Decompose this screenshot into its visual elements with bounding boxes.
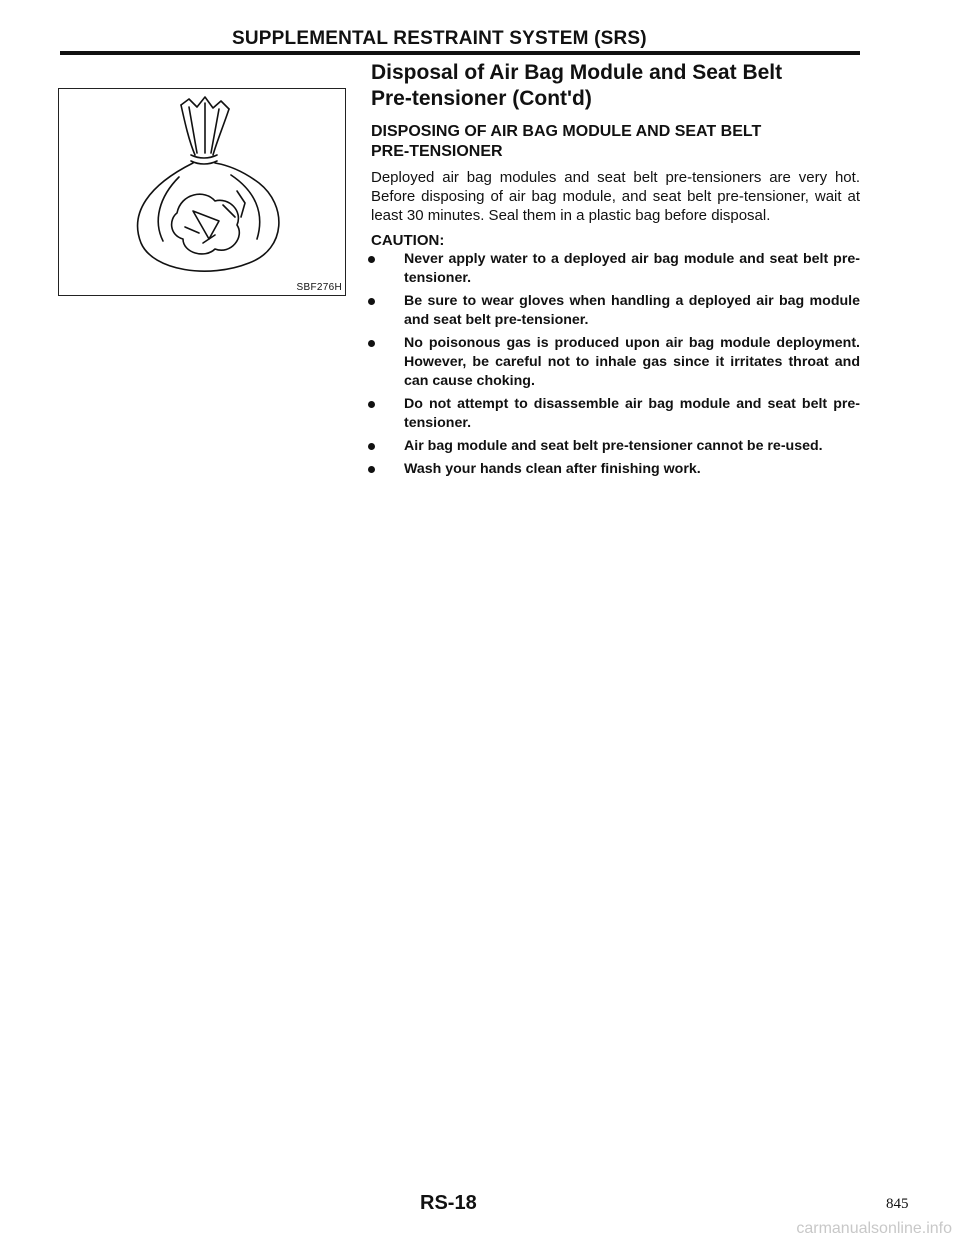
caution-item-text: Never apply water to a deployed air bag module and seat belt pre-tensioner. <box>404 251 860 286</box>
caution-item-text: Wash your hands clean after finishing work. <box>404 461 701 477</box>
caution-item <box>371 250 860 288</box>
page-code: RS-18 <box>420 1192 477 1214</box>
bullet-dot-icon <box>368 256 375 263</box>
caution-label: CAUTION: <box>371 232 445 249</box>
caution-item <box>371 334 860 391</box>
sub-title <box>371 122 860 162</box>
caution-item-text: Air bag module and seat belt pre-tensioner cannot be re-used. <box>404 438 823 454</box>
bullet-dot-icon <box>368 298 375 305</box>
section-title <box>371 60 860 112</box>
section-title-line-2: Pre-tensioner (Cont'd) <box>371 87 592 110</box>
caution-list <box>371 250 860 479</box>
bullet-dot-icon <box>368 443 375 450</box>
header-title: SUPPLEMENTAL RESTRAINT SYSTEM (SRS) <box>232 28 647 49</box>
section-title-line-1: Disposal of Air Bag Module and Seat Belt <box>371 61 783 84</box>
header-rule <box>60 51 860 55</box>
bullet-dot-icon <box>368 401 375 408</box>
watermark: carmanualsonline.info <box>796 1220 952 1237</box>
caution-item-text: Do not attempt to disassemble air bag module and seat belt pre-tensioner. <box>404 396 860 431</box>
tied-plastic-bag-illustration <box>119 93 289 293</box>
sub-title-line-1: DISPOSING OF AIR BAG MODULE AND SEAT BELT <box>371 123 762 140</box>
caution-item <box>371 395 860 433</box>
bullet-dot-icon <box>368 340 375 347</box>
figure-box <box>58 88 346 296</box>
bullet-dot-icon <box>368 466 375 473</box>
caution-item <box>371 292 860 330</box>
caution-item-text: No poisonous gas is produced upon air bag module deployment. However, be careful not to inhale gas since it irritates throat and can cause choking. <box>404 335 860 389</box>
caution-item <box>371 437 860 456</box>
figure-code: SBF276H <box>296 282 342 293</box>
sub-title-line-2: PRE-TENSIONER <box>371 143 503 160</box>
caution-item <box>371 460 860 479</box>
content-column <box>371 60 860 483</box>
intro-paragraph: Deployed air bag modules and seat belt pre-tensioners are very hot. Before disposing of air bag module, and seat belt pre-tensioner, wait at least 30 minutes. Seal them in a plastic bag before disposal. <box>371 169 860 224</box>
page-number: 845 <box>886 1196 909 1212</box>
caution-item-text: Be sure to wear gloves when handling a deployed air bag module and seat belt pre-tensioner. <box>404 293 860 328</box>
